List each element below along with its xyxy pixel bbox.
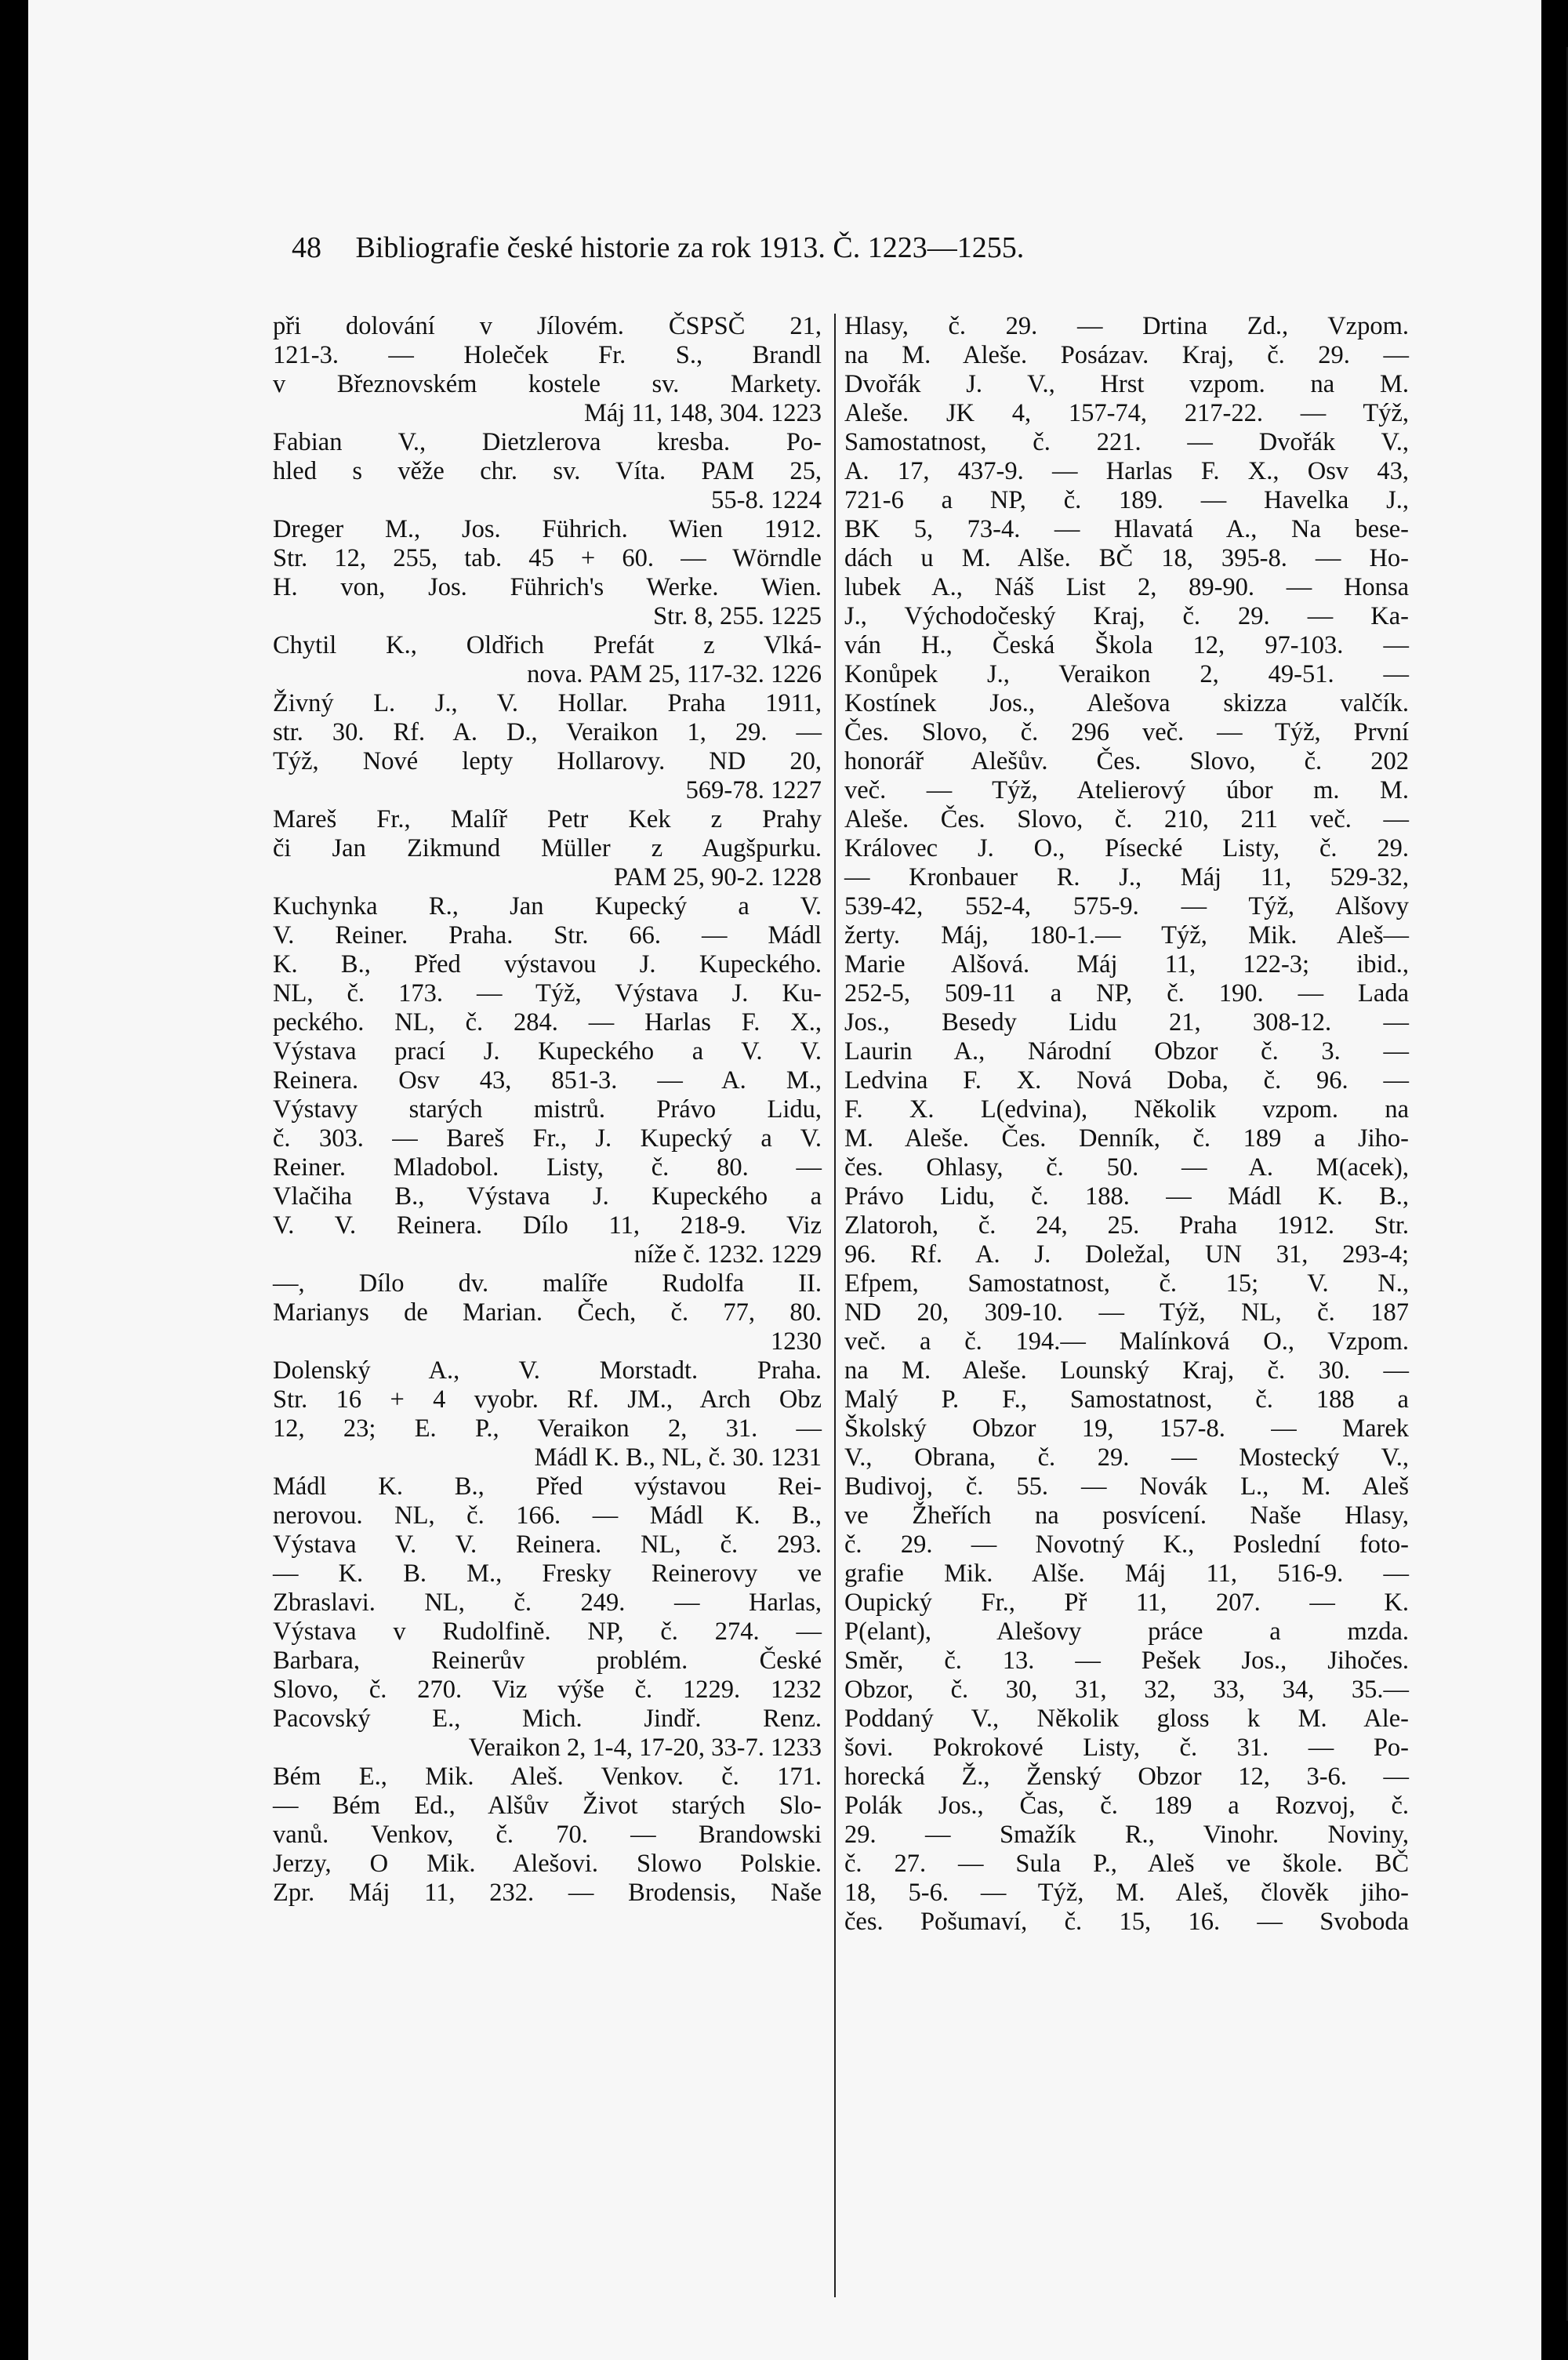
text-line: Str. 12, 255, tab. 45 + 60. — Wörndle bbox=[273, 544, 822, 572]
text-line: Pacovský E., Mich. Jindř. Renz. bbox=[273, 1705, 822, 1733]
text-line: č. 27. — Sula P., Aleš ve škole. BČ bbox=[844, 1850, 1409, 1878]
text-line: Marianys de Marian. Čech, č. 77, 80. bbox=[273, 1298, 822, 1327]
text-line: V. Reiner. Praha. Str. 66. — Mádl bbox=[273, 921, 822, 949]
text-line: 55-8. 1224 bbox=[711, 486, 822, 514]
text-line: Malý P. F., Samostatnost, č. 188 a bbox=[844, 1385, 1409, 1414]
text-line: 18, 5-6. — Týž, M. Aleš, člověk jiho- bbox=[844, 1879, 1409, 1907]
text-line: Str. 8, 255. 1225 bbox=[653, 602, 822, 630]
text-line: vanů. Venkov, č. 70. — Brandowski bbox=[273, 1821, 822, 1849]
text-line: Výstavy starých mistrů. Právo Lidu, bbox=[273, 1095, 822, 1124]
text-line: č. 303. — Bareš Fr., J. Kupecký a V. bbox=[273, 1124, 822, 1153]
text-line: Jos., Besedy Lidu 21, 308-12. — bbox=[844, 1008, 1409, 1037]
text-line: Vlačiha B., Výstava J. Kupeckého a bbox=[273, 1182, 822, 1211]
text-line: Konůpek J., Veraikon 2, 49-51. — bbox=[844, 660, 1409, 688]
text-line: F. X. L(edvina), Několik vzpom. na bbox=[844, 1095, 1409, 1124]
text-line: J., Východočeský Kraj, č. 29. — Ka- bbox=[844, 602, 1409, 630]
text-line: M. Aleše. Čes. Denník, č. 189 a Jiho- bbox=[844, 1124, 1409, 1153]
text-line: 539-42, 552-4, 575-9. — Týž, Alšovy bbox=[844, 892, 1409, 920]
text-line: šovi. Pokrokové Listy, č. 31. — Po- bbox=[844, 1734, 1409, 1762]
text-line: Dolenský A., V. Morstadt. Praha. bbox=[273, 1356, 822, 1385]
text-line: Jerzy, O Mik. Alešovi. Slowo Polskie. bbox=[273, 1850, 822, 1878]
text-line: — Bém Ed., Alšův Život starých Slo- bbox=[273, 1792, 822, 1820]
text-line: č. 29. — Novotný K., Poslední foto- bbox=[844, 1530, 1409, 1559]
text-line: Budivoj, č. 55. — Novák L., M. Aleš bbox=[844, 1472, 1409, 1501]
text-line: A. 17, 437-9. — Harlas F. X., Osv 43, bbox=[844, 457, 1409, 485]
text-line: 252-5, 509-11 a NP, č. 190. — Lada bbox=[844, 979, 1409, 1008]
running-header bbox=[292, 231, 1374, 265]
text-line: nova. PAM 25, 117-32. 1226 bbox=[527, 660, 822, 688]
text-line: při dolování v Jílovém. ČSPSČ 21, bbox=[273, 312, 822, 340]
text-line: Čes. Slovo, č. 296 več. — Týž, První bbox=[844, 718, 1409, 746]
text-line: Královec J. O., Písecké Listy, č. 29. bbox=[844, 834, 1409, 862]
text-line: Mádl K. B., NL, č. 30. 1231 bbox=[534, 1443, 822, 1472]
text-line: PAM 25, 90-2. 1228 bbox=[613, 863, 822, 891]
text-line: Slovo, č. 270. Viz výše č. 1229. 1232 bbox=[273, 1676, 822, 1704]
left-column bbox=[273, 312, 822, 1908]
page-number: 48 bbox=[292, 231, 321, 264]
text-line: na M. Aleše. Lounský Kraj, č. 30. — bbox=[844, 1356, 1409, 1385]
text-line: več. — Týž, Atelierový úbor m. M. bbox=[844, 776, 1409, 804]
text-line: dách u M. Alše. BČ 18, 395-8. — Ho- bbox=[844, 544, 1409, 572]
text-line: 721-6 a NP, č. 189. — Havelka J., bbox=[844, 486, 1409, 514]
text-line: — K. B. M., Fresky Reinerovy ve bbox=[273, 1559, 822, 1588]
text-line: Ledvina F. X. Nová Doba, č. 96. — bbox=[844, 1066, 1409, 1095]
text-line: Živný L. J., V. Hollar. Praha 1911, bbox=[273, 689, 822, 717]
right-column bbox=[844, 312, 1409, 1937]
text-line: 29. — Smažík R., Vinohr. Noviny, bbox=[844, 1821, 1409, 1849]
text-line: Barbara, Reinerův problém. České bbox=[273, 1647, 822, 1675]
text-line: čes. Pošumaví, č. 15, 16. — Svoboda bbox=[844, 1908, 1409, 1936]
text-line: Zbraslavi. NL, č. 249. — Harlas, bbox=[273, 1588, 822, 1617]
text-line: ve Žheřích na posvícení. Naše Hlasy, bbox=[844, 1501, 1409, 1530]
text-line: Fabian V., Dietzlerova kresba. Po- bbox=[273, 428, 822, 456]
text-line: Zpr. Máj 11, 232. — Brodensis, Naše bbox=[273, 1879, 822, 1907]
text-line: Zlatoroh, č. 24, 25. Praha 1912. Str. bbox=[844, 1211, 1409, 1240]
text-line: ván H., Česká Škola 12, 97-103. — bbox=[844, 631, 1409, 659]
text-line: lubek A., Náš List 2, 89-90. — Honsa bbox=[844, 573, 1409, 601]
book-page bbox=[28, 0, 1541, 2360]
text-line: honorář Alešův. Čes. Slovo, č. 202 bbox=[844, 747, 1409, 775]
text-line: BK 5, 73-4. — Hlavatá A., Na bese- bbox=[844, 515, 1409, 543]
text-line: —, Dílo dv. malíře Rudolfa II. bbox=[273, 1269, 822, 1298]
text-line: — Kronbauer R. J., Máj 11, 529-32, bbox=[844, 863, 1409, 891]
text-line: 96. Rf. A. J. Doležal, UN 31, 293-4; bbox=[844, 1240, 1409, 1269]
text-line: več. a č. 194.— Malínková O., Vzpom. bbox=[844, 1327, 1409, 1356]
text-line: Mádl K. B., Před výstavou Rei- bbox=[273, 1472, 822, 1501]
text-line: 121-3. — Holeček Fr. S., Brandl bbox=[273, 341, 822, 369]
text-line: Výstava V. V. Reinera. NL, č. 293. bbox=[273, 1530, 822, 1559]
text-line: Výstava prací J. Kupeckého a V. V. bbox=[273, 1037, 822, 1066]
text-line: P(elant), Alešovy práce a mzda. bbox=[844, 1618, 1409, 1646]
text-line: Poddaný V., Několik gloss k M. Ale- bbox=[844, 1705, 1409, 1733]
text-line: níže č. 1232. 1229 bbox=[633, 1240, 822, 1269]
page-title: Bibliografie české historie za rok 1913. Č. 1223—1255. bbox=[355, 231, 1025, 264]
text-line: Směr, č. 13. — Pešek Jos., Jihočes. bbox=[844, 1647, 1409, 1675]
text-line: v Březnovském kostele sv. Markety. bbox=[273, 370, 822, 398]
text-line: Právo Lidu, č. 188. — Mádl K. B., bbox=[844, 1182, 1409, 1211]
text-line: Kostínek Jos., Alešova skizza valčík. bbox=[844, 689, 1409, 717]
text-line: hled s věže chr. sv. Víta. PAM 25, bbox=[273, 457, 822, 485]
text-line: Bém E., Mik. Aleš. Venkov. č. 171. bbox=[273, 1763, 822, 1791]
text-line: Mareš Fr., Malíř Petr Kek z Prahy bbox=[273, 805, 822, 833]
text-line: V. V. Reinera. Dílo 11, 218-9. Viz bbox=[273, 1211, 822, 1240]
text-line: grafie Mik. Alše. Máj 11, 516-9. — bbox=[844, 1559, 1409, 1588]
text-line: Laurin A., Národní Obzor č. 3. — bbox=[844, 1037, 1409, 1066]
text-line: žerty. Máj, 180-1.— Týž, Mik. Aleš— bbox=[844, 921, 1409, 949]
text-line: NL, č. 173. — Týž, Výstava J. Ku- bbox=[273, 979, 822, 1008]
text-line: Týž, Nové lepty Hollarovy. ND 20, bbox=[273, 747, 822, 775]
text-line: Dreger M., Jos. Führich. Wien 1912. bbox=[273, 515, 822, 543]
text-line: Obzor, č. 30, 31, 32, 33, 34, 35.— bbox=[844, 1676, 1409, 1704]
text-line: str. 30. Rf. A. D., Veraikon 1, 29. — bbox=[273, 718, 822, 746]
text-line: Chytil K., Oldřich Prefát z Vlká- bbox=[273, 631, 822, 659]
text-line: horecká Ž., Ženský Obzor 12, 3-6. — bbox=[844, 1763, 1409, 1791]
text-line: Samostatnost, č. 221. — Dvořák V., bbox=[844, 428, 1409, 456]
text-line: Dvořák J. V., Hrst vzpom. na M. bbox=[844, 370, 1409, 398]
column-divider bbox=[834, 314, 836, 2297]
text-line: Marie Alšová. Máj 11, 122-3; ibid., bbox=[844, 950, 1409, 978]
text-line: Veraikon 2, 1-4, 17-20, 33-7. 1233 bbox=[468, 1734, 822, 1762]
text-line: ND 20, 309-10. — Týž, NL, č. 187 bbox=[844, 1298, 1409, 1327]
text-line: Výstava v Rudolfině. NP, č. 274. — bbox=[273, 1618, 822, 1646]
text-line: Reiner. Mladobol. Listy, č. 80. — bbox=[273, 1153, 822, 1182]
text-line: peckého. NL, č. 284. — Harlas F. X., bbox=[273, 1008, 822, 1037]
text-line: Aleše. Čes. Slovo, č. 210, 211 več. — bbox=[844, 805, 1409, 833]
text-line: Str. 16 + 4 vyobr. Rf. JM., Arch Obz bbox=[273, 1385, 822, 1414]
text-line: Reinera. Osv 43, 851-3. — A. M., bbox=[273, 1066, 822, 1095]
text-line: Oupický Fr., Př 11, 207. — K. bbox=[844, 1588, 1409, 1617]
text-line: nerovou. NL, č. 166. — Mádl K. B., bbox=[273, 1501, 822, 1530]
text-line: K. B., Před výstavou J. Kupeckého. bbox=[273, 950, 822, 978]
text-line: Efpem, Samostatnost, č. 15; V. N., bbox=[844, 1269, 1409, 1298]
text-line: Hlasy, č. 29. — Drtina Zd., Vzpom. bbox=[844, 312, 1409, 340]
text-line: či Jan Zikmund Müller z Augšpurku. bbox=[273, 834, 822, 862]
text-line: Máj 11, 148, 304. 1223 bbox=[583, 399, 822, 427]
text-line: 1230 bbox=[771, 1327, 822, 1356]
text-line: V., Obrana, č. 29. — Mostecký V., bbox=[844, 1443, 1409, 1472]
text-line: na M. Aleše. Posázav. Kraj, č. 29. — bbox=[844, 341, 1409, 369]
text-line: Aleše. JK 4, 157-74, 217-22. — Týž, bbox=[844, 399, 1409, 427]
text-line: Polák Jos., Čas, č. 189 a Rozvoj, č. bbox=[844, 1792, 1409, 1820]
text-line: čes. Ohlasy, č. 50. — A. M(acek), bbox=[844, 1153, 1409, 1182]
text-line: Kuchynka R., Jan Kupecký a V. bbox=[273, 892, 822, 920]
text-line: 12, 23; E. P., Veraikon 2, 31. — bbox=[273, 1414, 822, 1443]
text-line: 569-78. 1227 bbox=[685, 776, 822, 804]
text-line: Školský Obzor 19, 157-8. — Marek bbox=[844, 1414, 1409, 1443]
text-line: H. von, Jos. Führich's Werke. Wien. bbox=[273, 573, 822, 601]
